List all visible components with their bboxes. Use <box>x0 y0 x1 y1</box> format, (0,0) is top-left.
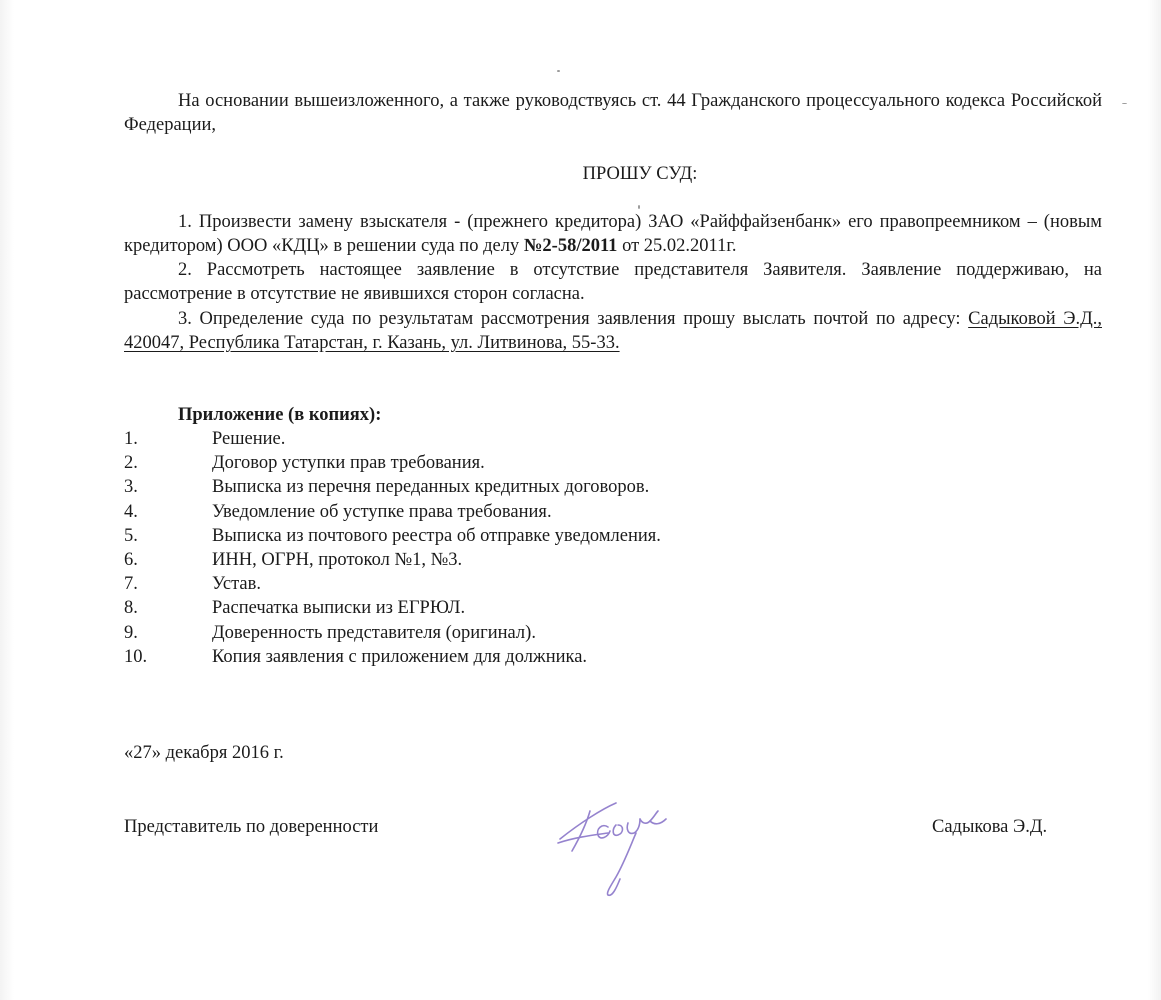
attachment-item <box>124 524 661 548</box>
request-1-text: 1. Произвести замену взыскателя - (прежнего кредитора) ЗАО «Райффайзенбанк» его правопреемником – (новым кредитором) ООО «КДЦ» в решении суда по делу <box>124 212 1102 256</box>
request-3-text: 3. Определение суда по результатам рассмотрения заявления прошу выслать почтой по адресу: <box>178 309 969 329</box>
intro-text: На основании вышеизложенного, а также руководствуясь ст. 44 Гражданского процессуального кодекса Российской Федерации, <box>124 91 1102 135</box>
handwritten-signature-icon <box>550 795 675 900</box>
attachments-list <box>124 427 661 669</box>
representative-name: Садыкова Э.Д. <box>932 817 1048 837</box>
case-number: №2-58/2011 <box>523 236 618 256</box>
attachment-text: Доверенность представителя (оригинал). <box>212 622 536 643</box>
attachment-item <box>124 572 661 596</box>
request-item-3 <box>124 307 1102 355</box>
scan-speck <box>638 205 640 209</box>
attachment-number: 8. <box>124 598 138 619</box>
attachment-text: ИНН, ОГРН, протокол №1, №3. <box>212 550 463 571</box>
attachment-number: 7. <box>124 574 138 595</box>
attachment-item <box>124 596 661 620</box>
attachments-title: Приложение (в копиях): <box>178 405 382 425</box>
attachment-number: 4. <box>124 501 138 522</box>
attachment-text: Выписка из перечня переданных кредитных договоров. <box>212 477 650 498</box>
attachment-number: 6. <box>124 550 138 571</box>
attachment-number: 5. <box>124 525 138 546</box>
intro-paragraph <box>124 89 1102 137</box>
attachment-text: Выписка из почтового реестра об отправке уведомления. <box>212 525 661 546</box>
attachment-item <box>124 621 661 645</box>
attachment-text: Распечатка выписки из ЕГРЮЛ. <box>212 598 466 619</box>
attachment-text: Договор уступки прав требования. <box>212 453 485 474</box>
attachment-number: 9. <box>124 622 138 643</box>
request-1-date: от 25.02.2011г. <box>617 236 737 256</box>
request-2-text: 2. Рассмотреть настоящее заявление в отсутствие представителя Заявителя. Заявление поддерживаю, на рассмотрение в отсутствие не явившихся сторон согласна. <box>124 260 1102 304</box>
request-item-2 <box>124 258 1102 306</box>
request-heading: ПРОШУ СУД: <box>582 164 698 184</box>
attachment-number: 2. <box>124 453 138 474</box>
attachment-number: 1. <box>124 429 138 449</box>
document-date: «27» декабря 2016 г. <box>124 743 284 763</box>
scan-speck <box>1122 103 1127 104</box>
attachment-text: Решение. <box>212 429 286 449</box>
attachment-item <box>124 427 661 451</box>
attachment-text: Копия заявления с приложением для должника. <box>212 646 588 667</box>
mailing-address: Садыковой Э.Д., 420047, Республика Татарстан, г. Казань, ул. Литвинова, 55-33. <box>124 309 1102 353</box>
attachment-item <box>124 500 661 524</box>
attachment-text: Уведомление об уступке права требования. <box>212 501 552 522</box>
scan-speck <box>557 70 560 72</box>
attachment-item <box>124 645 661 669</box>
attachment-item <box>124 451 661 475</box>
attachment-number: 10. <box>124 646 148 667</box>
attachment-number: 3. <box>124 477 138 498</box>
request-item-1 <box>124 210 1102 258</box>
attachment-text: Устав. <box>212 574 261 595</box>
attachment-item <box>124 475 661 499</box>
representative-label: Представитель по доверенности <box>124 817 379 837</box>
attachment-item <box>124 548 661 572</box>
